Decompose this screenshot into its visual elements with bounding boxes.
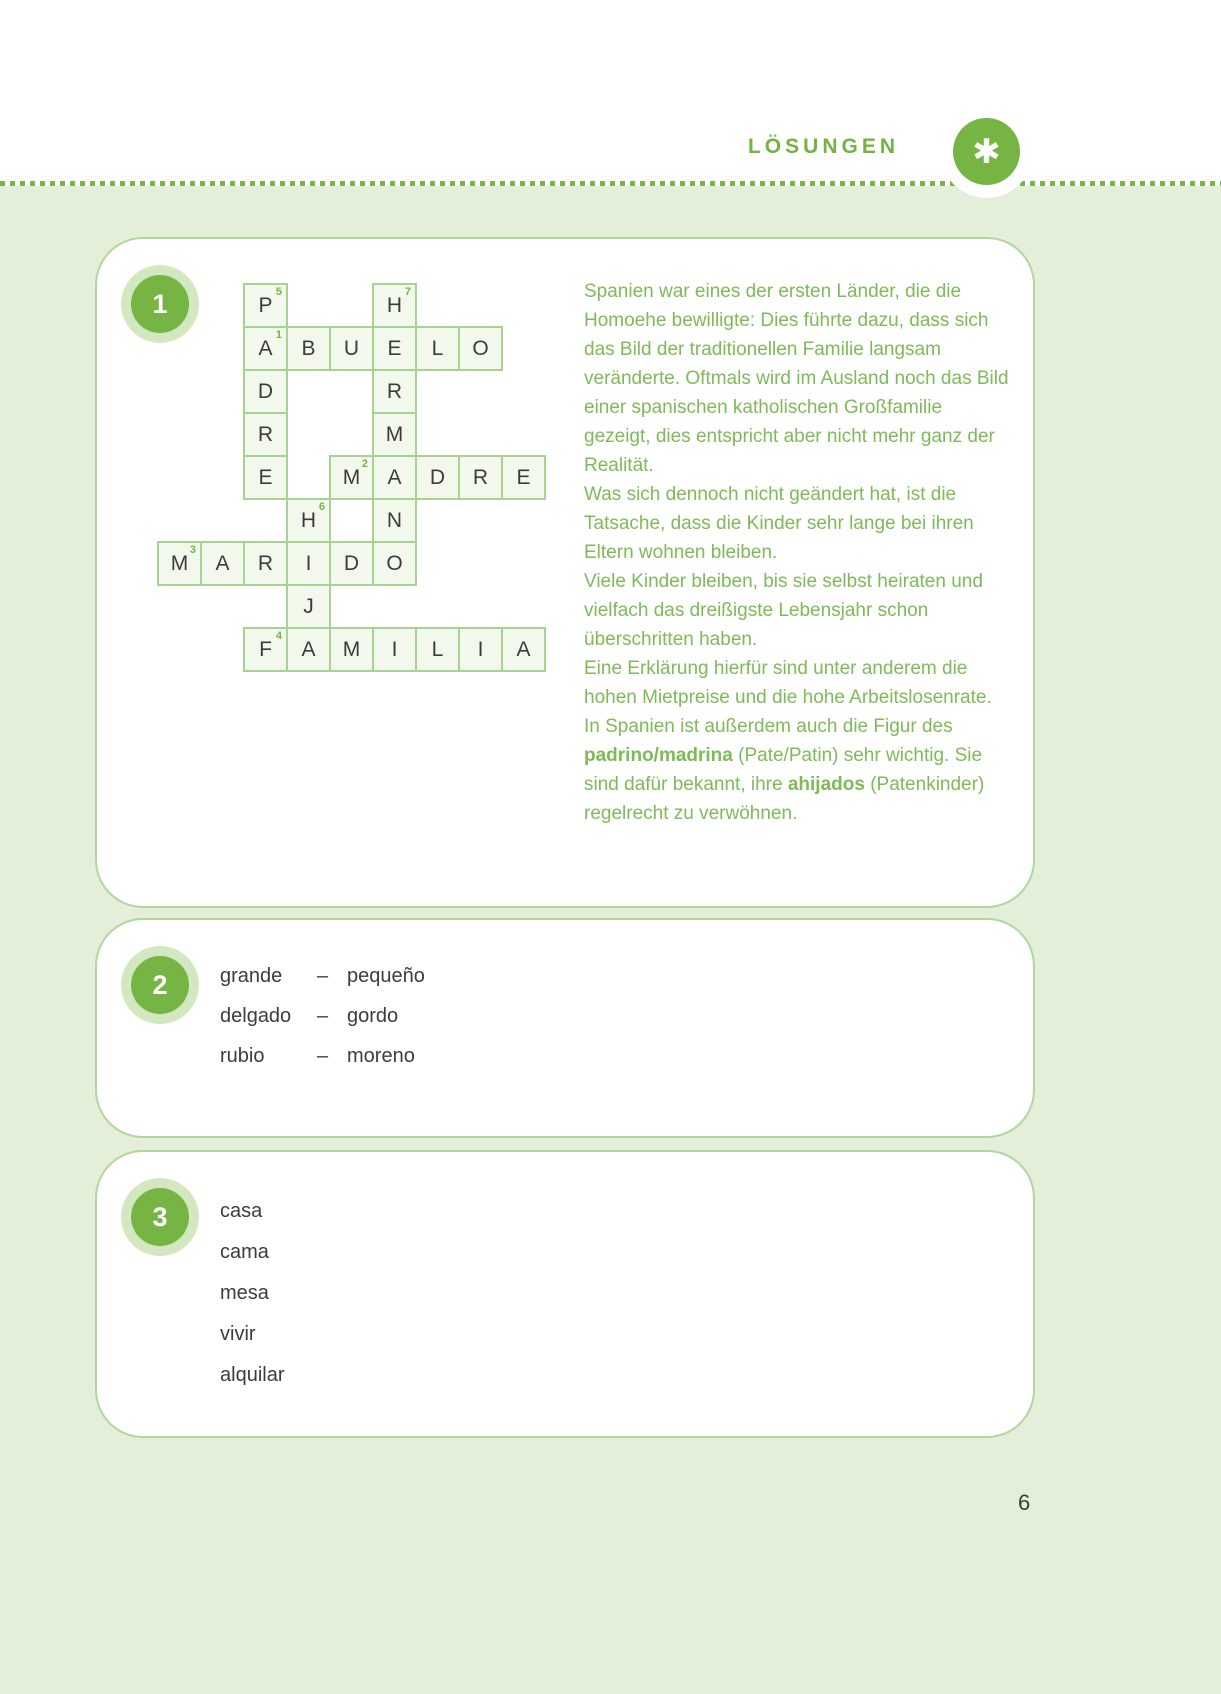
crossword-letter: M <box>342 465 361 489</box>
page-number: 6 <box>1018 1490 1031 1515</box>
word-list-item: alquilar <box>220 1364 285 1386</box>
crossword-cell <box>372 283 417 328</box>
solution-paragraph <box>584 480 1009 567</box>
crossword-cell <box>372 541 417 586</box>
crossword-cell <box>243 412 288 457</box>
crossword-cell <box>286 584 331 629</box>
pair-word-right: pequeño <box>347 965 425 987</box>
crossword-cell <box>243 541 288 586</box>
solution-text-segment: Eine Erklärung hierfür sind unter anderem die hohen Mietpreise und die hohe Arbeitslosenrate. In Spanien ist außerdem auch die Figur des <box>584 658 992 737</box>
crossword-letter: L <box>431 336 444 360</box>
crossword-cell <box>286 498 331 543</box>
solution-text-segment: Was sich dennoch nicht geändert hat, ist die Tatsache, dass die Kinder sehr lange bei ihren Eltern wohnen bleiben. <box>584 484 974 563</box>
crossword-clue-number: 6 <box>318 501 325 513</box>
crossword-letter: D <box>257 379 274 403</box>
exercise-3-number-badge <box>131 1188 189 1246</box>
word-list-item: vivir <box>220 1323 256 1345</box>
crossword-cell <box>415 627 460 672</box>
solution-text <box>584 277 1009 828</box>
exercise-2-number: 2 <box>152 969 168 1000</box>
pair-word-left: delgado <box>220 1005 292 1027</box>
word-list-item: mesa <box>220 1282 269 1304</box>
crossword-letter: M <box>385 422 404 446</box>
pair-word-left: grande <box>220 965 283 987</box>
exercise-panel-1 <box>95 237 1035 908</box>
crossword-cell <box>243 627 288 672</box>
exercise-1-number: 1 <box>152 288 168 319</box>
crossword-letter: M <box>342 637 361 661</box>
crossword-letter: J <box>303 594 314 618</box>
crossword-letter: E <box>258 465 273 489</box>
crossword-letter: D <box>343 551 360 575</box>
crossword-letter: M <box>170 551 189 575</box>
crossword-clue-number: 5 <box>275 286 282 298</box>
crossword-cell <box>329 326 374 371</box>
crossword-cell <box>200 541 245 586</box>
crossword-cell <box>329 627 374 672</box>
dotted-divider <box>0 181 1221 186</box>
page-title: LÖSUNGEN <box>747 135 899 158</box>
word-pairs <box>220 965 425 1068</box>
solution-paragraph <box>584 654 1009 828</box>
solution-text-segment: Viele Kinder bleiben, bis sie selbst heiraten und vielfach das dreißigste Lebensjahr schon überschritten haben. <box>584 571 983 650</box>
crossword-cell <box>286 627 331 672</box>
solution-text-segment: Spanien war eines der ersten Länder, die die Homoehe bewilligte: Dies führte dazu, dass sich das Bild der traditionellen Familie langsam veränderte. Oftmals wird im Ausland noch das Bild einer spanischen katholischen Großfamilie gezeigt, dies entspricht aber nicht mehr ganz der Realität. <box>584 281 1009 476</box>
crossword-cell <box>286 326 331 371</box>
crossword-cell <box>372 369 417 414</box>
exercise-3-number: 3 <box>152 1201 168 1232</box>
crossword-cell <box>372 455 417 500</box>
solution-text-segment: (Patenkinder) regelrecht zu verwöhnen. <box>584 774 985 824</box>
crossword-clue-number: 3 <box>189 544 196 556</box>
pair-word-right: moreno <box>347 1045 415 1067</box>
crossword-letter: A <box>215 551 230 575</box>
word-list-item: cama <box>220 1241 269 1263</box>
crossword-letter: R <box>257 422 274 446</box>
crossword-cell <box>458 627 503 672</box>
crossword-clue-number: 2 <box>361 458 368 470</box>
crossword-cell <box>415 455 460 500</box>
crossword-letter: R <box>472 465 489 489</box>
crossword-letter: I <box>477 637 484 661</box>
crossword-letter: R <box>257 551 274 575</box>
exercise-2-number-badge <box>131 956 189 1014</box>
crossword-letter: A <box>387 465 402 489</box>
crossword-cell <box>372 412 417 457</box>
pair-separator: – <box>317 1045 329 1067</box>
pair-word-right: gordo <box>347 1005 399 1027</box>
crossword-letter: H <box>386 293 403 317</box>
crossword-letter: E <box>516 465 531 489</box>
crossword-letter: A <box>258 336 273 360</box>
crossword-letter: A <box>516 637 531 661</box>
crossword-letter: F <box>259 637 272 661</box>
pair-word-left: rubio <box>220 1045 265 1067</box>
star-icon: ✱ <box>953 118 1020 185</box>
crossword-cell <box>415 326 460 371</box>
crossword-cell <box>286 541 331 586</box>
solution-bold-term: padrino/madrina <box>584 745 733 766</box>
exercise-panel-3 <box>95 1150 1035 1438</box>
crossword-letter: O <box>472 336 489 360</box>
crossword-clue-number: 1 <box>275 329 282 341</box>
solution-bold-term: ahijados <box>787 774 865 795</box>
crossword-letter: I <box>391 637 398 661</box>
crossword-letter: L <box>431 637 444 661</box>
crossword-cell <box>329 541 374 586</box>
solution-paragraph <box>584 567 1009 654</box>
crossword-letter: I <box>305 551 312 575</box>
crossword-grid <box>157 283 546 672</box>
crossword-letter: R <box>386 379 403 403</box>
crossword-cell <box>501 455 546 500</box>
crossword-letter: O <box>386 551 403 575</box>
crossword-cell <box>458 455 503 500</box>
crossword-letter: N <box>386 508 403 532</box>
crossword-cell <box>501 627 546 672</box>
crossword-letter: A <box>301 637 316 661</box>
crossword-letter: H <box>300 508 317 532</box>
solution-text-segment: (Pate/Patin) sehr wichtig. Sie sind dafür bekannt, ihre <box>584 745 983 795</box>
crossword-cell <box>243 283 288 328</box>
crossword-cell <box>243 455 288 500</box>
solution-paragraph <box>584 277 1009 480</box>
crossword-cell <box>372 326 417 371</box>
crossword-letter: U <box>343 336 360 360</box>
crossword-cell <box>372 627 417 672</box>
crossword-clue-number: 4 <box>275 630 282 642</box>
word-list-item: casa <box>220 1200 263 1222</box>
crossword-cell <box>243 369 288 414</box>
crossword-cell <box>329 455 374 500</box>
crossword-cell <box>372 498 417 543</box>
crossword-letter: P <box>258 293 273 317</box>
crossword-letter: B <box>301 336 316 360</box>
exercise-panel-2 <box>95 918 1035 1138</box>
crossword-cell <box>458 326 503 371</box>
crossword-cell <box>157 541 202 586</box>
pair-separator: – <box>317 1005 329 1027</box>
word-list <box>220 1200 284 1387</box>
crossword-letter: D <box>429 465 446 489</box>
crossword-cell <box>243 326 288 371</box>
crossword-clue-number: 7 <box>404 286 411 298</box>
star-badge <box>940 105 1033 198</box>
pair-separator: – <box>317 965 329 987</box>
crossword-letter: E <box>387 336 402 360</box>
